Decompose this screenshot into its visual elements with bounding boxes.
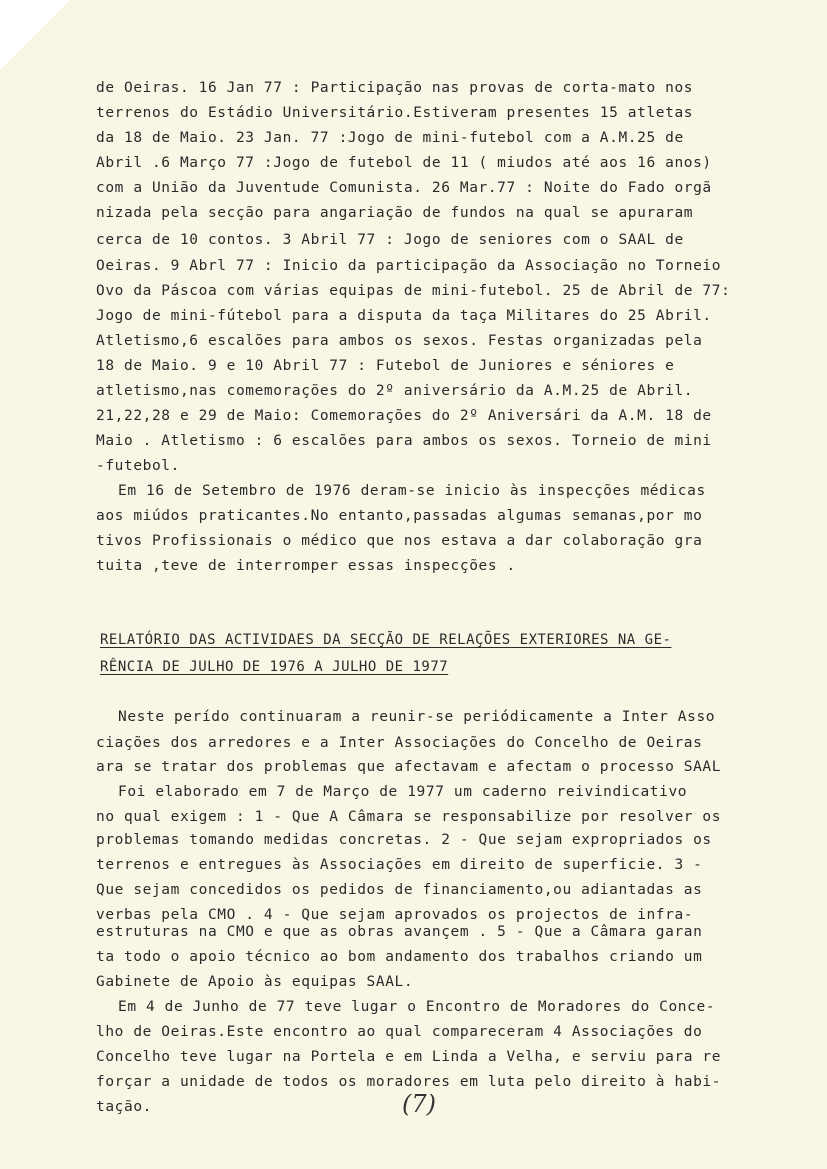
text-line: Maio . Atletismo : 6 escalões para ambos os sexos. Torneio de mini bbox=[96, 433, 712, 449]
text-line: ara se tratar dos problemas que afectavam e afectam o processo SAAL bbox=[96, 759, 722, 775]
text-line: no qual exigem : 1 - Que A Câmara se responsabilize por resolver os bbox=[96, 809, 722, 825]
section-heading: RELATÓRIO DAS ACTIVIDAES DA SECÇÃO DE RELAÇÕES EXTERIORES NA GE- bbox=[100, 632, 672, 648]
text-line: Atletismo,6 escalões para ambos os sexos. Festas organizadas pela bbox=[96, 333, 703, 349]
text-line: -futebol. bbox=[96, 458, 180, 474]
text-line: terrenos e entregues às Associações em direito de superficie. 3 - bbox=[96, 857, 703, 873]
text-line: cerca de 10 contos. 3 Abril 77 : Jogo de seniores com o SAAL de bbox=[96, 232, 684, 248]
folded-corner bbox=[0, 0, 70, 70]
text-line: atletismo,nas comemorações do 2º aniversário da A.M.25 de Abril. bbox=[96, 383, 694, 399]
text-line: com a União da Juventude Comunista. 26 Mar.77 : Noite do Fado orgã bbox=[96, 180, 712, 196]
text-line: tação. bbox=[96, 1099, 152, 1115]
text-line: Foi elaborado em 7 de Março de 1977 um caderno reivindicativo bbox=[118, 784, 688, 800]
text-line: Concelho teve lugar na Portela e em Linda a Velha, e serviu para re bbox=[96, 1049, 722, 1065]
text-line: Gabinete de Apoio às equipas SAAL. bbox=[96, 974, 414, 990]
text-line: de Oeiras. 16 Jan 77 : Participação nas provas de corta-mato nos bbox=[96, 80, 694, 96]
text-line: Ovo da Páscoa com várias equipas de mini-futebol. 25 de Abril de 77: bbox=[96, 283, 731, 299]
text-line: aos miúdos praticantes.No entanto,passadas algumas semanas,por mo bbox=[96, 508, 703, 524]
text-line: Em 16 de Setembro de 1976 deram-se inicio às inspecções médicas bbox=[118, 483, 706, 499]
text-line: ciações dos arredores e a Inter Associações do Concelho de Oeiras bbox=[96, 735, 703, 751]
text-line: terrenos do Estádio Universitário.Estiveram presentes 15 atletas bbox=[96, 105, 694, 121]
text-line: lho de Oeiras.Este encontro ao qual compareceram 4 Associações do bbox=[96, 1024, 703, 1040]
text-line: problemas tomando medidas concretas. 2 - Que sejam expropriados os bbox=[96, 832, 712, 848]
section-heading: RÊNCIA DE JULHO DE 1976 A JULHO DE 1977 bbox=[100, 659, 449, 675]
text-line: da 18 de Maio. 23 Jan. 77 :Jogo de mini-futebol com a A.M.25 de bbox=[96, 130, 684, 146]
text-line: ta todo o apoio técnico ao bom andamento dos trabalhos criando um bbox=[96, 949, 703, 965]
text-line: Neste perído continuaram a reunir-se periódicamente a Inter Asso bbox=[118, 709, 716, 725]
text-line: Em 4 de Junho de 77 teve lugar o Encontro de Moradores do Conce- bbox=[118, 999, 716, 1015]
text-line: tivos Profissionais o médico que nos estava a dar colaboração gra bbox=[96, 533, 703, 549]
text-line: estruturas na CMO e que as obras avançem . 5 - Que a Câmara garan bbox=[96, 924, 703, 940]
text-line: Jogo de mini-fútebol para a disputa da taça Militares do 25 Abril. bbox=[96, 308, 712, 324]
text-line: tuita ,teve de interromper essas inspecções . bbox=[96, 558, 516, 574]
text-line: Que sejam concedidos os pedidos de financiamento,ou adiantadas as bbox=[96, 882, 703, 898]
text-line: Oeiras. 9 Abrl 77 : Inicio da participação da Associação no Torneio bbox=[96, 258, 722, 274]
text-line: 18 de Maio. 9 e 10 Abril 77 : Futebol de Juniores e séniores e bbox=[96, 358, 675, 374]
text-line: nizada pela secção para angariação de fundos na qual se apuraram bbox=[96, 205, 694, 221]
text-line: verbas pela CMO . 4 - Que sejam aprovados os projectos de infra- bbox=[96, 907, 694, 923]
page-number: (7) bbox=[402, 1090, 436, 1118]
text-line: forçar a unidade de todos os moradores em luta pelo direito à habi- bbox=[96, 1074, 722, 1090]
text-line: Abril .6 Março 77 :Jogo de futebol de 11 ( miudos até aos 16 anos) bbox=[96, 155, 712, 171]
text-line: 21,22,28 e 29 de Maio: Comemorações do 2º Aniversári da A.M. 18 de bbox=[96, 408, 712, 424]
